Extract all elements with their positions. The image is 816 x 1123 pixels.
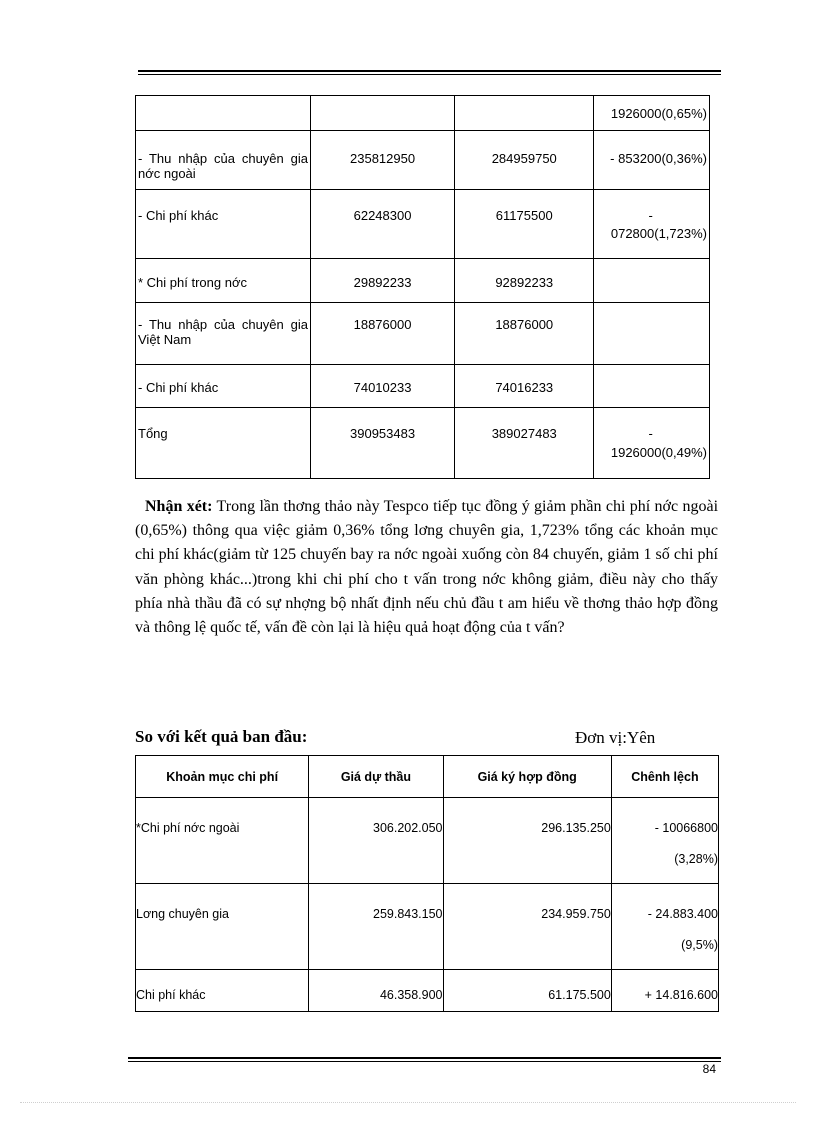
table-row: - Chi phí khác 62248300 61175500 - 072800(1,723%) <box>136 190 710 259</box>
item-cell: - Thu nhập của chuyên gia nớc ngoài <box>136 131 311 190</box>
column-header: Giá dự thầu <box>309 756 443 798</box>
comment-text: Trong lần thơng thảo này Tespco tiếp tục đồng ý giảm phần chi phí nớc ngoài (0,65%) thông qua việc giảm 0,36% tổng lơng chuyên gia, 1,723% tổng các khoản mục chi phí khác(giảm từ 125 chuyến bay ra nớc ngoài xuống còn 84 chuyến, giảm 1 số chi phí văn phòng khác...)trong khi chi phí cho t vấn trong nớc không giảm, điều này cho thấy phía nhà thầu đã có sự nhợng bộ nhất định nếu chủ đầu t am hiểu về thơng thảo hợp đồng và thông lệ quốc tế, vấn đề còn lại là hiệu quả hoạt động của t vấn? <box>135 498 719 637</box>
footer-rule <box>128 1057 721 1062</box>
comparison-table <box>135 755 719 1012</box>
page-edge-dots <box>20 1102 796 1103</box>
table-row: * Chi phí trong nớc 29892233 92892233 <box>136 259 710 303</box>
item-cell: - Chi phí khác <box>136 190 311 259</box>
table-row: *Chi phí nớc ngoài 306.202.050 296.135.250 - 10066800 (3,28%) <box>136 798 719 884</box>
table-row: 1926000(0,65%) <box>136 96 710 131</box>
table-row: Lơng chuyên gia 259.843.150 234.959.750 - 24.883.400 (9,5%) <box>136 884 719 970</box>
header-rule <box>138 70 721 75</box>
column-header: Chênh lệch <box>611 756 718 798</box>
table-header-row <box>136 756 719 798</box>
table-row: - Thu nhập của chuyên gia Việt Nam 18876000 18876000 <box>136 303 710 365</box>
page-number: 84 <box>702 1062 716 1076</box>
section-heading: So với kết quả ban đầu: <box>135 727 308 746</box>
table-row: - Thu nhập của chuyên gia nớc ngoài 235812950 284959750 - 853200(0,36%) <box>136 131 710 190</box>
item-cell: * Chi phí trong nớc <box>136 259 311 303</box>
column-header: Giá ký hợp đồng <box>443 756 611 798</box>
unit-label: Đơn vị:Yên <box>575 728 656 747</box>
column-header: Khoản mục chi phí <box>136 756 309 798</box>
table-row: - Chi phí khác 74010233 74016233 <box>136 365 710 408</box>
item-cell: - Thu nhập của chuyên gia Việt Nam <box>136 303 311 365</box>
item-cell: Tổng <box>136 408 311 479</box>
cost-table-continued <box>135 95 710 479</box>
item-cell: - Chi phí khác <box>136 365 311 408</box>
comment-label: Nhận xét: <box>145 498 213 515</box>
table-row: Chi phí khác 46.358.900 61.175.500 + 14.816.600 <box>136 970 719 1012</box>
table-row: Tổng 390953483 389027483 - 1926000(0,49%) <box>136 408 710 479</box>
comment-paragraph <box>135 495 718 640</box>
